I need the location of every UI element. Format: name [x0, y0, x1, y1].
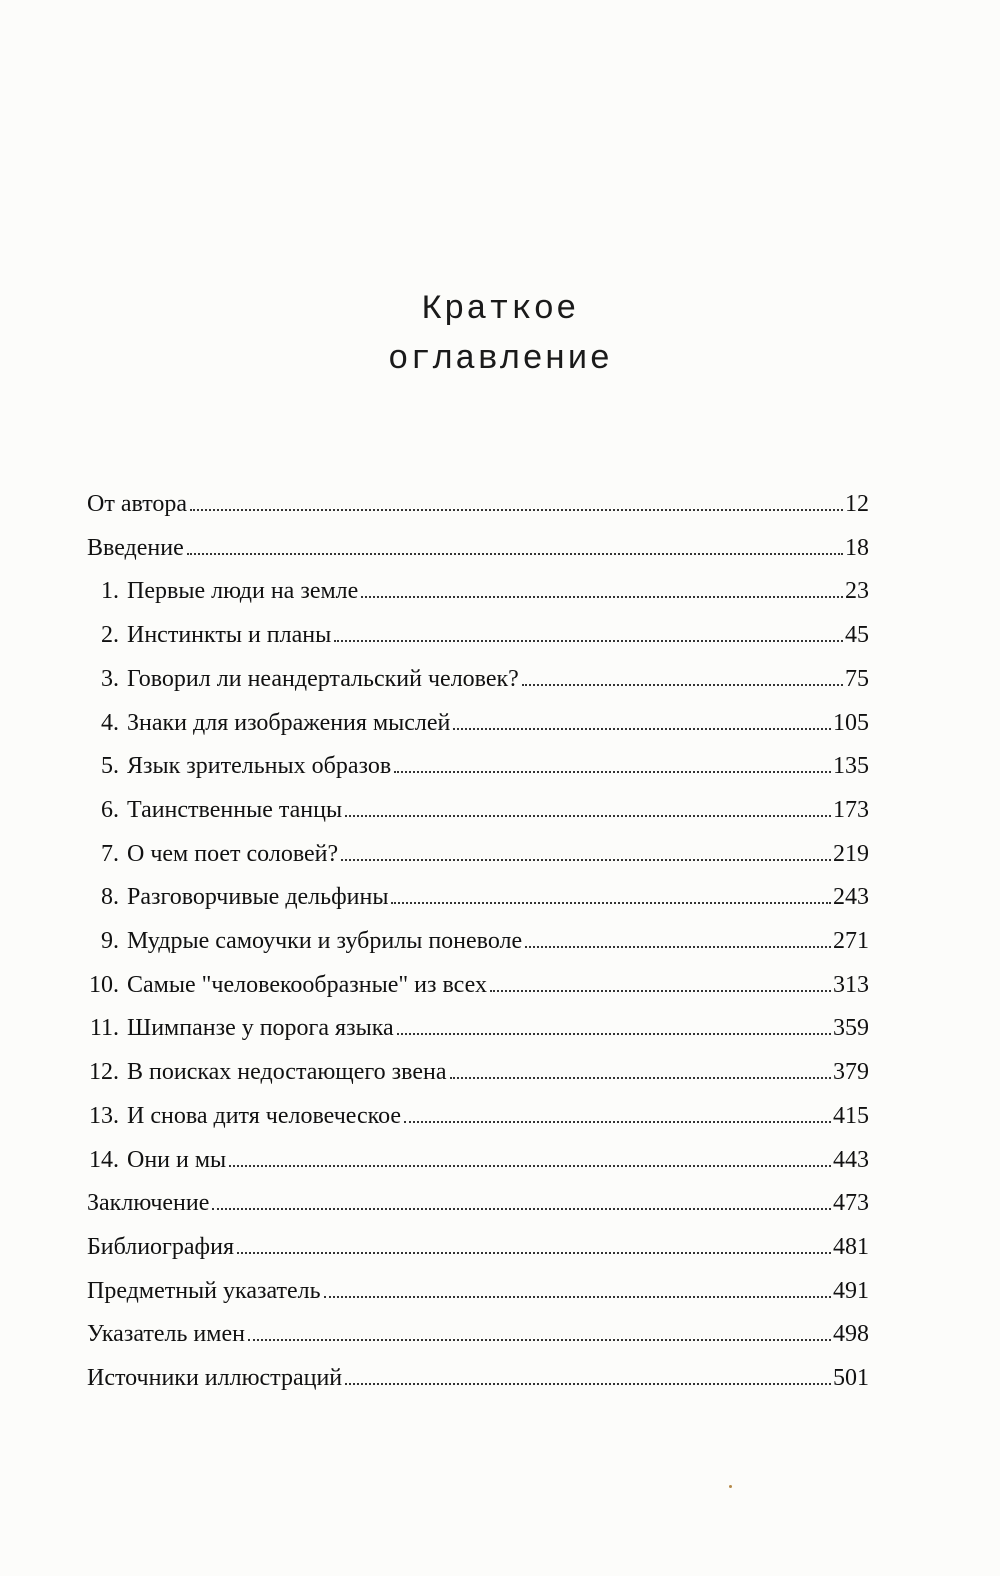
toc-entry-title: Заключение — [87, 1190, 210, 1217]
toc-entry — [87, 1002, 869, 1042]
toc-entry-title: Указатель имен — [87, 1321, 245, 1348]
toc-entry — [87, 1352, 869, 1392]
toc-dot-leader — [345, 814, 831, 817]
toc-entry-page-number: 271 — [833, 928, 869, 954]
toc-entry — [87, 959, 869, 999]
toc-entry — [87, 915, 869, 955]
toc-entry-page-number: 379 — [833, 1059, 869, 1086]
toc-entry-page-number: 501 — [833, 1365, 869, 1391]
toc-entry-number: 6. — [101, 796, 119, 823]
toc-dot-leader — [212, 1207, 831, 1210]
toc-dot-leader — [391, 901, 831, 904]
toc-entry-title: Первые люди на земле — [127, 578, 359, 605]
toc-entry-number: 7. — [101, 840, 119, 867]
toc-dot-leader — [404, 1120, 831, 1123]
toc-entry — [87, 828, 869, 868]
toc-entry — [87, 871, 869, 911]
toc-entry — [87, 653, 869, 693]
toc-entry-page-number: 105 — [833, 709, 869, 736]
toc-entry-page-number: 313 — [833, 971, 869, 998]
paper-speck — [729, 1485, 732, 1488]
toc-entry-number: 8. — [101, 884, 119, 911]
toc-entry-title: Введение — [87, 534, 184, 561]
toc-entry — [87, 565, 869, 605]
toc-entry-title: Библиография — [87, 1233, 234, 1260]
toc-dot-leader — [522, 683, 843, 686]
toc-entry-page-number: 481 — [833, 1233, 869, 1260]
toc-entry — [87, 609, 869, 649]
toc-dot-leader — [229, 1164, 831, 1167]
toc-entry — [87, 1265, 869, 1305]
toc-entry-page-number: 45 — [845, 622, 869, 649]
toc-dot-leader — [361, 595, 843, 598]
toc-entry-page-number: 491 — [833, 1277, 869, 1304]
toc-entry-number: 3. — [101, 665, 119, 692]
page-title-line-1: Краткое — [421, 291, 579, 329]
toc-entry-page-number: 443 — [833, 1146, 869, 1173]
toc-entry-page-number: 415 — [833, 1102, 869, 1129]
toc-dot-leader — [450, 1076, 832, 1079]
toc-entry-page-number: 498 — [833, 1321, 869, 1348]
toc-entry — [87, 697, 869, 737]
toc-entry-page-number: 473 — [833, 1190, 869, 1217]
toc-dot-leader — [190, 508, 843, 511]
toc-dot-leader — [490, 989, 831, 992]
toc-entry-page-number: 135 — [833, 753, 869, 780]
toc-entry-page-number: 75 — [845, 665, 869, 692]
toc-entry-number: 2. — [101, 622, 119, 649]
toc-entry — [87, 1134, 869, 1174]
toc-entry — [87, 1221, 869, 1261]
toc-entry-title: Таинственные танцы — [127, 796, 343, 823]
toc-entry-number: 1. — [101, 578, 119, 605]
toc-entry-page-number: 359 — [833, 1015, 869, 1042]
toc-entry — [87, 1177, 869, 1217]
toc-dot-leader — [525, 945, 831, 948]
toc-entry-number: 12. — [89, 1059, 119, 1086]
toc-entry-title: Язык зрительных образов — [127, 753, 392, 780]
toc-dot-leader — [248, 1338, 831, 1341]
toc-entry-title: Предметный указатель — [87, 1277, 321, 1304]
toc-dot-leader — [394, 770, 831, 773]
toc-entry-title: О чем поет соловей? — [127, 840, 339, 867]
toc-entry-title: Инстинкты и планы — [127, 622, 332, 649]
toc-dot-leader — [345, 1382, 831, 1385]
toc-entry — [87, 1046, 869, 1086]
toc-entry-title: От автора — [87, 491, 188, 517]
toc-entry-title: И снова дитя человеческое — [127, 1102, 402, 1129]
toc-entry — [87, 1090, 869, 1130]
toc-entry-page-number: 18 — [845, 534, 869, 561]
toc-entry-page-number: 243 — [833, 884, 869, 911]
toc-dot-leader — [324, 1295, 831, 1298]
toc-dot-leader — [341, 858, 831, 861]
toc-entry-number: 11. — [89, 1015, 119, 1042]
toc-entry-title: Разговорчивые дельфины — [127, 884, 389, 911]
toc-entry-title: Они и мы — [127, 1146, 227, 1173]
toc-entry — [87, 784, 869, 824]
toc-entry-page-number: 12 — [845, 491, 869, 517]
toc-entry-title: Источники иллюстраций — [87, 1365, 343, 1391]
toc-dot-leader — [453, 727, 831, 730]
toc-entry-page-number: 173 — [833, 796, 869, 823]
toc-entry — [87, 740, 869, 780]
toc-entry-title: В поисках недостающего звена — [127, 1059, 447, 1086]
toc-entry-number: 14. — [89, 1146, 119, 1173]
page-title-line-2: оглавление — [387, 341, 613, 379]
toc-dot-leader — [237, 1251, 831, 1254]
toc-dot-leader — [397, 1032, 831, 1035]
toc-entry — [87, 478, 869, 518]
toc-entry-number: 4. — [101, 709, 119, 736]
toc-entry-title: Шимпанзе у порога языка — [127, 1015, 394, 1042]
toc-entry-title: Мудрые самоучки и зубрилы поневоле — [127, 928, 523, 954]
toc-entry-number: 13. — [89, 1102, 119, 1129]
toc-dot-leader — [334, 639, 843, 642]
toc-dot-leader — [187, 552, 843, 555]
toc-entry-number: 9. — [101, 928, 119, 954]
toc-entry — [87, 522, 869, 562]
toc-entry-title: Знаки для изображения мыслей — [127, 709, 451, 736]
toc-entry-number: 5. — [101, 753, 119, 780]
toc-entry — [87, 1308, 869, 1348]
toc-entry-page-number: 219 — [833, 840, 869, 867]
toc-entry-number: 10. — [89, 971, 119, 998]
toc-entry-title: Говорил ли неандертальский человек? — [127, 665, 519, 692]
toc-entry-page-number: 23 — [845, 578, 869, 605]
toc-entry-title: Самые "человекообразные" из всех — [127, 971, 487, 998]
